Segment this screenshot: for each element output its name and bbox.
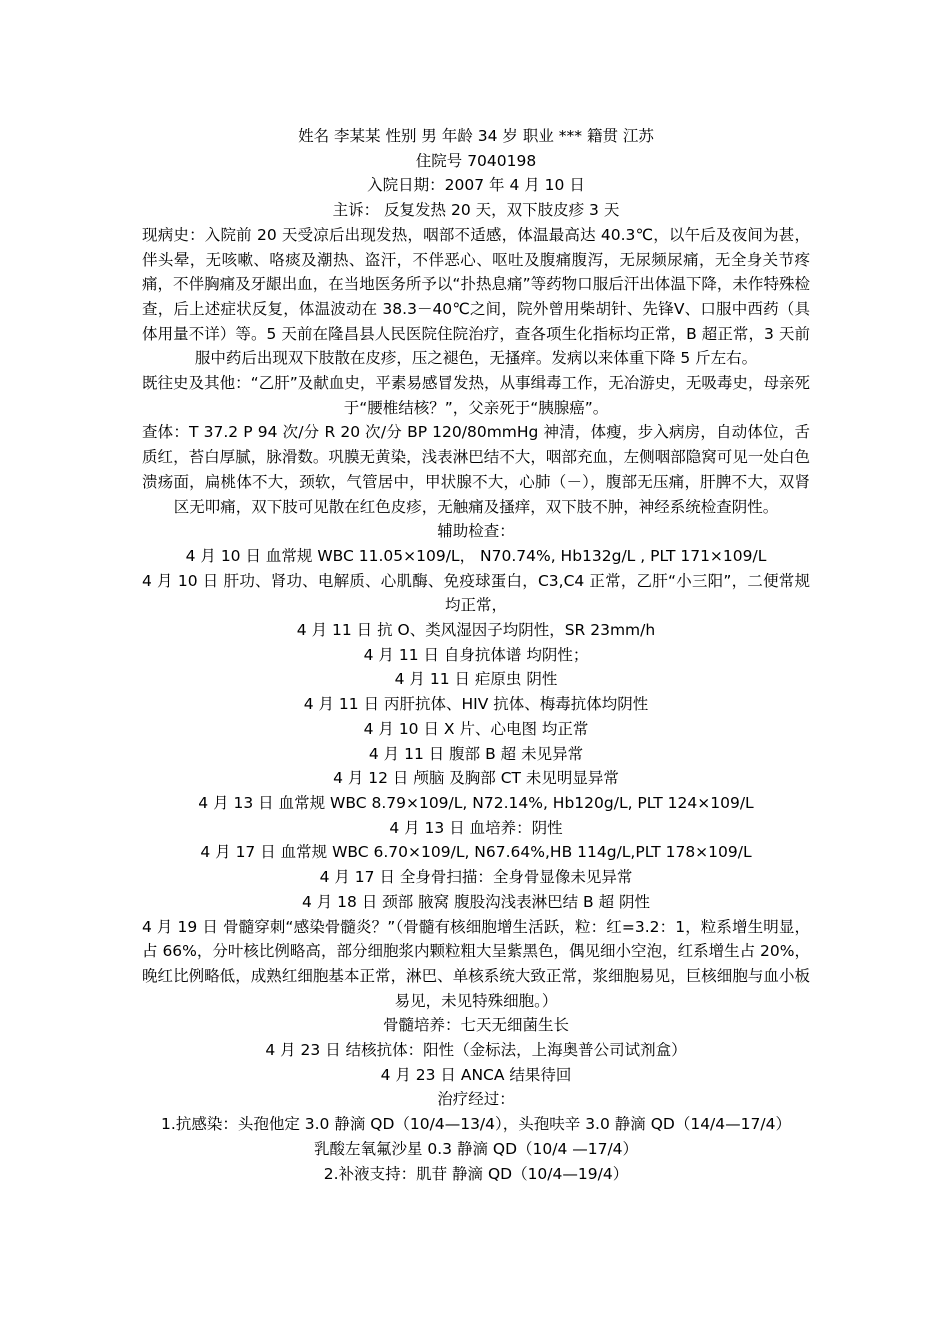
- record-paragraph: 现病史：入院前 20 天受凉后出现发热，咽部不适感，体温最高达 40.3℃，以午后及夜间为甚，伴头晕，无咳嗽、咯痰及潮热、盗汗，不伴恶心、呕吐及腹痛腹泻，无尿频尿痛，无全身关节疼痛，不伴胸痛及牙龈出血，在当地医务所予以“扑热息痛”等药物口服后汗出体温下降，未作特殊检查，后上述症状反复，体温波动在 38.3－40℃之间，院外曾用柴胡针、先锋Ⅴ、口服中西药（具体用量不详）等。5 天前在隆昌县人民医院住院治疗，查各项生化指标均正常，B 超正常，3 天前服中药后出现双下肢散在皮疹，压之褪色，无搔痒。发病以来体重下降 5 斤左右。: [142, 225, 810, 368]
- record-line: 4 月 11 日 丙肝抗体、HIV 抗体、梅毒抗体均阴性: [303, 695, 649, 714]
- record-line: 主诉： 反复发热 20 天，双下肢皮疹 3 天: [332, 201, 620, 220]
- record-line: 4 月 11 日 抗 O、类风湿因子均阴性，SR 23mm/h: [296, 621, 656, 640]
- record-line: 乳酸左氧氟沙星 0.3 静滴 QD（10/4 —17/4）: [313, 1139, 639, 1158]
- record-line: 骨髓培养：七天无细菌生长: [382, 1016, 569, 1035]
- record-paragraph: 既往史及其他：“乙肝”及献血史，平素易感冒发热，从事缉毒工作，无冶游史，无吸毒史，母亲死于“腰椎结核？”，父亲死于“胰腺癌”。: [142, 374, 810, 417]
- record-line: 2.补液支持：肌苷 静滴 QD（10/4—19/4）: [323, 1164, 629, 1183]
- record-line: 4 月 13 日 血培养：阴性: [389, 818, 563, 837]
- record-paragraph: 4 月 19 日 骨髓穿刺“感染骨髓炎？”（骨髓有核细胞增生活跃，粒：红=3.2：1，粒系增生明显，占 66%，分叶核比例略高，部分细胞浆内颗粒粗大呈紫黑色，偶见细小空泡，红系增生占 20%，晚红比例略低，成熟红细胞基本正常，淋巴、单核系统大致正常，浆细胞易见，巨核细胞与血小板易见，未见特殊细胞。）: [142, 917, 810, 1010]
- record-line: 入院日期：2007 年 4 月 10 日: [367, 176, 585, 195]
- record-line: 1.抗感染：头孢他定 3.0 静滴 QD（10/4—13/4），头孢呋辛 3.0 静滴 QD（14/4—17/4）: [161, 1115, 791, 1134]
- record-line: 4 月 17 日 全身骨扫描：全身骨显像未见异常: [319, 868, 633, 887]
- record-line: 4 月 11 日 疟原虫 阴性: [394, 670, 558, 689]
- record-line: 4 月 13 日 血常规 WBC 8.79×109/L, N72.14%, Hb120g/L, PLT 124×109/L: [198, 793, 754, 812]
- record-line: 辅助检查：: [437, 522, 515, 541]
- record-paragraph: 查体：T 37.2 P 94 次/分 R 20 次/分 BP 120/80mmHg 神清，体瘦，步入病房，自动体位，舌质红，苔白厚腻，脉滑数。巩膜无黄染，浅表淋巴结不大，咽部充血，左侧咽部隐窝可见一处白色溃疡面，扁桃体不大，颈软，气管居中，甲状腺不大，心肺（－），腹部无压痛，肝脾不大，双肾区无叩痛，双下肢可见散在红色皮疹，无触痛及搔痒，双下肢不肿，神经系统检查阴性。: [142, 423, 810, 516]
- record-line: 4 月 23 日 ANCA 结果待回: [380, 1065, 572, 1084]
- record-line: 4 月 11 日 自身抗体谱 均阴性；: [363, 645, 589, 664]
- record-line: 住院号 7040198: [415, 151, 537, 170]
- record-line: 4 月 12 日 颅脑 及胸部 CT 未见明显异常: [333, 769, 619, 788]
- record-paragraph: 4 月 10 日 肝功、肾功、电解质、心肌酶、免疫球蛋白，C3,C4 正常，乙肝“小三阳”，二便常规均正常，: [142, 571, 810, 615]
- record-line: 4 月 11 日 腹部 B 超 未见异常: [368, 744, 584, 763]
- record-line: 4 月 10 日 血常规 WBC 11.05×109/L， N70.74%, Hb132g/L , PLT 171×109/L: [185, 546, 767, 565]
- record-line: 4 月 18 日 颈部 腋窝 腹股沟浅表淋巴结 B 超 阴性: [301, 892, 651, 911]
- record-line: 治疗经过：: [437, 1090, 515, 1109]
- medical-record-page: [142, 124, 810, 1186]
- record-line: 4 月 10 日 X 片、心电图 均正常: [363, 719, 589, 738]
- record-line: 姓名 李某某 性别 男 年龄 34 岁 职业 *** 籍贯 江苏: [298, 127, 654, 145]
- record-line: 4 月 23 日 结核抗体：阳性（金标法，上海奥普公司试剂盒）: [265, 1041, 687, 1060]
- record-line: 4 月 17 日 血常规 WBC 6.70×109/L, N67.64%,HB 114g/L,PLT 178×109/L: [200, 843, 752, 862]
